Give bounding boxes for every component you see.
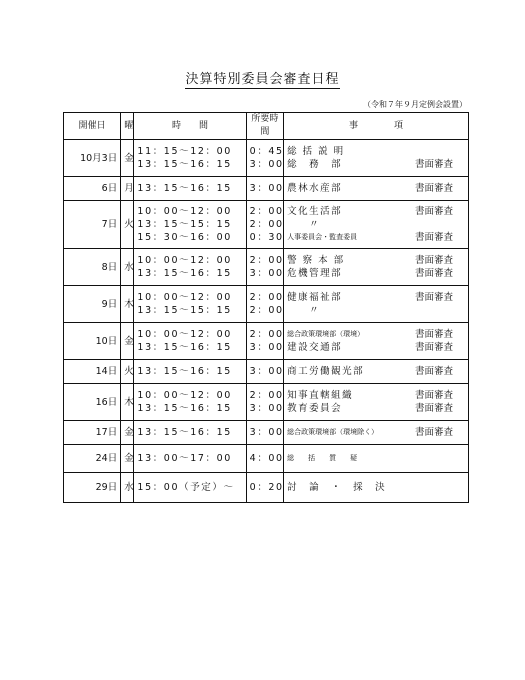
row-items <box>284 140 469 177</box>
row-weekday: 月 <box>121 177 134 201</box>
department-name: 文化生活部 <box>287 206 343 217</box>
row-date: 16日 <box>64 384 121 421</box>
review-type: 書面審査 <box>414 427 453 438</box>
duration-value: 3：00 <box>249 366 284 377</box>
item-line <box>287 426 465 439</box>
duration-value: 2：00 <box>249 219 284 230</box>
department-name: 〃 <box>309 305 321 316</box>
row-times <box>134 421 246 445</box>
duration-value: 2：00 <box>249 292 284 303</box>
row-date: 6日 <box>64 177 121 201</box>
time-slot: 13：15～16：15 <box>137 427 232 438</box>
table-row <box>64 421 469 445</box>
row-times <box>134 360 246 384</box>
duration-value: 2：00 <box>249 329 284 340</box>
review-type: 書面審査 <box>414 255 453 266</box>
row-durations <box>246 473 283 503</box>
duration-value: 3：00 <box>249 268 284 279</box>
item-line <box>287 452 465 465</box>
row-weekday: 木 <box>121 384 134 421</box>
row-items <box>284 384 469 421</box>
item-line <box>287 218 465 231</box>
row-times <box>134 384 246 421</box>
review-type: 書面審査 <box>414 342 453 353</box>
review-type <box>453 145 465 158</box>
duration-value: 3：00 <box>249 403 284 414</box>
department-name: 総 括 質 疑 <box>287 454 358 462</box>
row-date: 29日 <box>64 473 121 503</box>
time-slot: 13：15～16：15 <box>137 268 232 279</box>
duration-value: 3：00 <box>249 342 284 353</box>
schedule-table <box>63 112 469 503</box>
table-row <box>64 286 469 323</box>
review-type: 書面審査 <box>414 390 453 401</box>
row-weekday: 金 <box>121 445 134 473</box>
row-date: 17日 <box>64 421 121 445</box>
item-line <box>287 389 465 402</box>
row-times <box>134 286 246 323</box>
department-name: 総合政策環境部（環境） <box>287 330 365 338</box>
department-name: 討 論 ・ 採 決 <box>287 482 387 493</box>
department-name: 危機管理部 <box>287 268 343 279</box>
row-date: 7日 <box>64 201 121 249</box>
row-items <box>284 421 469 445</box>
row-date: 14日 <box>64 360 121 384</box>
duration-value: 2：00 <box>249 305 284 316</box>
review-type: 書面審査 <box>414 268 453 279</box>
time-slot: 10：00～12：00 <box>137 329 232 340</box>
duration-value: 3：00 <box>249 183 284 194</box>
time-slot: 13：00～17：00 <box>137 453 232 464</box>
time-slot: 10：00～12：00 <box>137 255 232 266</box>
table-row <box>64 249 469 286</box>
review-type: 書面審査 <box>414 159 453 170</box>
review-type <box>453 304 465 317</box>
row-date: 24日 <box>64 445 121 473</box>
row-items <box>284 201 469 249</box>
duration-value: 0：45 <box>249 146 284 157</box>
row-durations <box>246 421 283 445</box>
page-title: 決算特別委員会審査日程 <box>185 72 340 87</box>
department-name: 警 察 本 部 <box>287 255 345 266</box>
review-type: 書面審査 <box>414 206 453 217</box>
table-row <box>64 177 469 201</box>
row-items <box>284 323 469 360</box>
time-slot: 13：15～16：15 <box>137 366 232 377</box>
item-line <box>287 267 465 280</box>
row-durations <box>246 445 283 473</box>
item-line <box>287 182 465 195</box>
duration-value: 2：00 <box>249 390 284 401</box>
department-name: 健康福祉部 <box>287 292 343 303</box>
table-row <box>64 140 469 177</box>
department-name: 建設交通部 <box>287 342 343 353</box>
row-times <box>134 323 246 360</box>
row-items <box>284 360 469 384</box>
department-name: 総 括 説 明 <box>287 146 345 157</box>
table-row <box>64 201 469 249</box>
item-line <box>287 145 465 158</box>
row-durations <box>246 286 283 323</box>
row-weekday: 金 <box>121 323 134 360</box>
time-slot: 10：00～12：00 <box>137 292 232 303</box>
table-row <box>64 473 469 503</box>
time-slot: 10：00～12：00 <box>137 206 232 217</box>
header-duration: 所要時間 <box>246 113 283 140</box>
time-slot: 13：15～15：15 <box>137 305 232 316</box>
row-date: 9日 <box>64 286 121 323</box>
department-name: 人事委員会・監査委員 <box>287 233 358 241</box>
time-slot: 13：15～16：15 <box>137 159 232 170</box>
duration-value: 2：00 <box>249 255 284 266</box>
table-header-row <box>64 113 469 140</box>
row-items <box>284 286 469 323</box>
review-type: 書面審査 <box>414 329 453 340</box>
header-date: 開催日 <box>64 113 121 140</box>
item-line <box>287 402 465 415</box>
row-items <box>284 473 469 503</box>
row-weekday: 水 <box>121 473 134 503</box>
row-items <box>284 249 469 286</box>
item-line <box>287 205 465 218</box>
item-line <box>287 231 465 244</box>
row-times <box>134 177 246 201</box>
row-items <box>284 445 469 473</box>
department-name: 総合政策環境部（環境除く） <box>287 428 379 436</box>
row-items <box>284 177 469 201</box>
review-type: 書面審査 <box>414 292 453 303</box>
review-type <box>357 452 369 465</box>
item-line <box>287 481 465 494</box>
item-line <box>287 304 465 317</box>
row-durations <box>246 323 283 360</box>
time-slot: 15：00（予定）～ <box>137 482 235 493</box>
department-name: 〃 <box>309 219 321 230</box>
time-slot: 11：15～12：00 <box>137 146 232 157</box>
row-times <box>134 249 246 286</box>
item-line <box>287 328 465 341</box>
time-slot: 13：15～15：15 <box>137 219 232 230</box>
duration-value: 3：00 <box>249 427 284 438</box>
department-name: 農林水産部 <box>287 183 343 194</box>
table-row <box>64 384 469 421</box>
row-weekday: 金 <box>121 140 134 177</box>
item-line <box>287 341 465 354</box>
department-name: 商工労働観光部 <box>287 366 365 377</box>
table-row <box>64 445 469 473</box>
time-slot: 10：00～12：00 <box>137 390 232 401</box>
department-name: 知事直轄組織 <box>287 390 354 401</box>
row-durations <box>246 384 283 421</box>
review-type: 書面審査 <box>414 232 453 243</box>
header-time: 時 間 <box>134 113 246 140</box>
table-row <box>64 360 469 384</box>
duration-value: 2：00 <box>249 206 284 217</box>
row-times <box>134 473 246 503</box>
item-line <box>287 158 465 171</box>
time-slot: 13：15～16：15 <box>137 183 232 194</box>
department-name: 総 務 部 <box>287 159 343 170</box>
header-weekday: 曜 <box>121 113 134 140</box>
review-type: 書面審査 <box>414 366 453 377</box>
row-weekday: 金 <box>121 421 134 445</box>
row-weekday: 火 <box>121 360 134 384</box>
row-durations <box>246 360 283 384</box>
row-durations <box>246 249 283 286</box>
header-item: 事 項 <box>284 113 469 140</box>
row-date: 10月3日 <box>64 140 121 177</box>
time-slot: 13：15～16：15 <box>137 342 232 353</box>
time-slot: 15：30～16：00 <box>137 232 232 243</box>
table-row <box>64 323 469 360</box>
item-line <box>287 365 465 378</box>
duration-value: 3：00 <box>249 159 284 170</box>
review-type <box>386 481 398 494</box>
duration-value: 4：00 <box>249 453 284 464</box>
row-weekday: 水 <box>121 249 134 286</box>
review-type <box>453 218 465 231</box>
duration-value: 0：30 <box>249 232 284 243</box>
row-times <box>134 140 246 177</box>
row-durations <box>246 201 283 249</box>
row-weekday: 木 <box>121 286 134 323</box>
row-durations <box>246 140 283 177</box>
time-slot: 13：15～16：15 <box>137 403 232 414</box>
department-name: 教育委員会 <box>287 403 343 414</box>
item-line <box>287 291 465 304</box>
row-times <box>134 201 246 249</box>
duration-value: 0：20 <box>249 482 284 493</box>
row-date: 10日 <box>64 323 121 360</box>
review-type: 書面審査 <box>414 403 453 414</box>
row-date: 8日 <box>64 249 121 286</box>
row-durations <box>246 177 283 201</box>
item-line <box>287 254 465 267</box>
review-type: 書面審査 <box>414 183 453 194</box>
session-note: （令和７年９月定例会設置） <box>363 100 467 109</box>
row-weekday: 火 <box>121 201 134 249</box>
row-times <box>134 445 246 473</box>
